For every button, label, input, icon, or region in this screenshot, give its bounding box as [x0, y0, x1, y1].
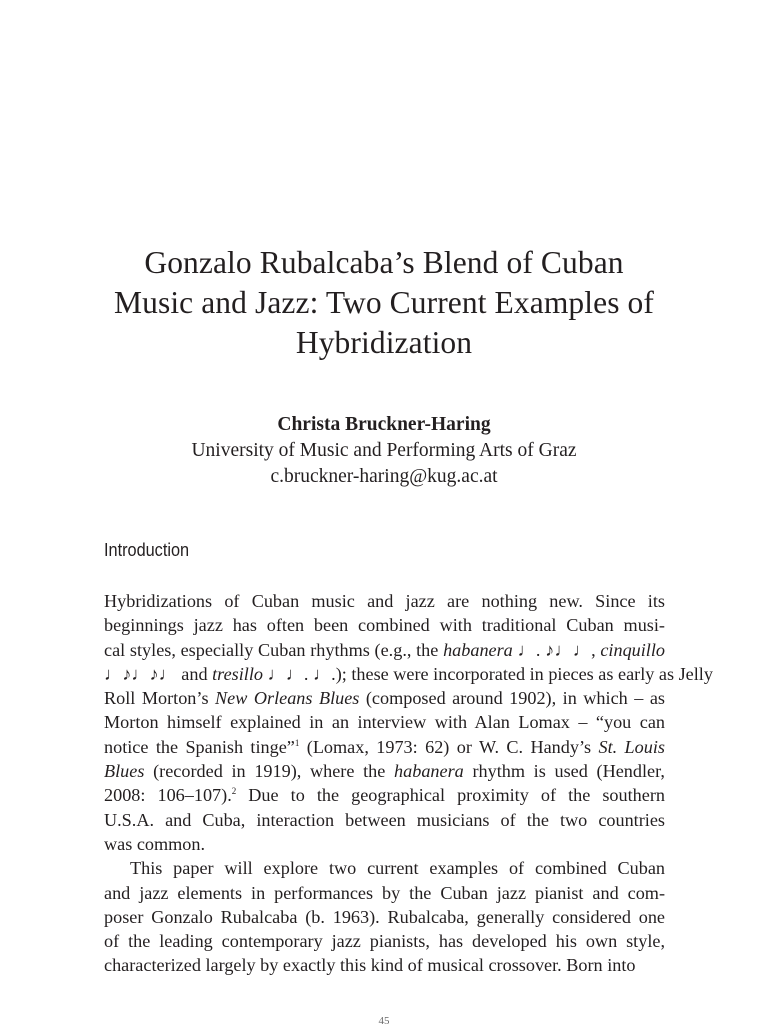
paragraph-2-line	[104, 881, 665, 905]
text-run: Morton himself explained in an interview with Alan Lomax – “you can	[104, 712, 665, 733]
paragraph-1-line	[104, 589, 665, 613]
text-run: U.S.A. and Cuba, interaction between musicians of the two countries	[104, 809, 665, 830]
footnote-marker: 2	[231, 786, 237, 797]
text-run: 2008: 106–107).	[104, 785, 232, 806]
italic-text: habanera	[394, 761, 464, 782]
italic-text: habanera	[443, 639, 513, 660]
text-run: Roll Morton’s	[104, 688, 216, 709]
italic-text: St. Louis	[598, 736, 665, 757]
author-email: c.bruckner-haring@kug.ac.at	[270, 466, 498, 487]
paragraph-1-line	[104, 759, 665, 783]
paragraph-1-line	[104, 638, 665, 662]
section-heading: Introduction	[104, 539, 190, 560]
italic-text: New Orleans Blues	[215, 688, 360, 709]
paragraph-1-line	[104, 710, 665, 734]
text-run: (Lomax, 1973: 62) or W. C. Handy’s	[299, 736, 599, 757]
author-name: Christa Bruckner-Haring	[277, 414, 491, 435]
footnote-marker: 1	[294, 737, 300, 748]
page-number: 45	[378, 1015, 390, 1027]
text-run: (composed around 1902), in which – as	[359, 688, 665, 709]
title-line: Hybridization	[295, 325, 473, 360]
paragraph-1-line	[104, 735, 665, 759]
body-text	[104, 589, 713, 978]
italic-text: cinquillo	[600, 639, 666, 660]
text-run: ♩. ♪♩♩,	[512, 639, 601, 660]
text-run: beginnings jazz has often been combined with traditional Cuban musi-	[104, 615, 665, 636]
paragraph-2-line	[104, 905, 665, 929]
text-run: Due to the geographical proximity of the southern	[236, 785, 665, 806]
text-run: cal styles, especially Cuban rhythms (e.g., the	[104, 639, 444, 660]
paragraph-1-line	[104, 808, 665, 832]
text-run: characterized largely by exactly this kind of musical crossover. Born into	[104, 955, 636, 976]
paragraph-1-line	[104, 613, 665, 637]
title-line: Music and Jazz: Two Current Examples of	[114, 285, 654, 320]
author-affiliation: University of Music and Performing Arts of Graz	[191, 440, 577, 461]
title-line: Gonzalo Rubalcaba’s Blend of Cuban	[144, 245, 624, 280]
text-run: was common.	[104, 833, 206, 854]
paragraph-2-line	[104, 953, 665, 977]
text-run: ♩♩. ♩.); these were incorporated in pieces as early as Jelly	[262, 663, 713, 684]
paragraph-1-line	[104, 832, 665, 856]
paragraph-1-line	[104, 783, 665, 807]
text-run: of the leading contemporary jazz pianists, has developed his own style,	[104, 931, 665, 952]
text-run: poser Gonzalo Rubalcaba (b. 1963). Rubalcaba, generally considered one	[104, 906, 665, 927]
italic-text: Blues	[104, 761, 145, 782]
italic-text: tresillo	[212, 663, 263, 684]
text-run: notice the Spanish tinge”	[104, 736, 295, 757]
paragraph-2-line	[104, 929, 665, 953]
text-run: This paper will explore two current examples of combined Cuban	[130, 858, 665, 879]
paragraph-1-line	[104, 662, 713, 686]
paper-title	[90, 243, 678, 363]
author-block	[80, 412, 688, 490]
text-run: Hybridizations of Cuban music and jazz are nothing new. Since its	[104, 591, 665, 611]
text-run: and jazz elements in performances by the Cuban jazz pianist and com-	[104, 882, 665, 903]
paragraph-1-line	[104, 686, 665, 710]
text-run: ♩♪♩♪♩ and	[104, 663, 213, 684]
text-run: (recorded in 1919), where the	[144, 761, 395, 782]
paragraph-2-line	[104, 856, 665, 880]
text-run: rhythm is used (Hendler,	[463, 761, 665, 782]
